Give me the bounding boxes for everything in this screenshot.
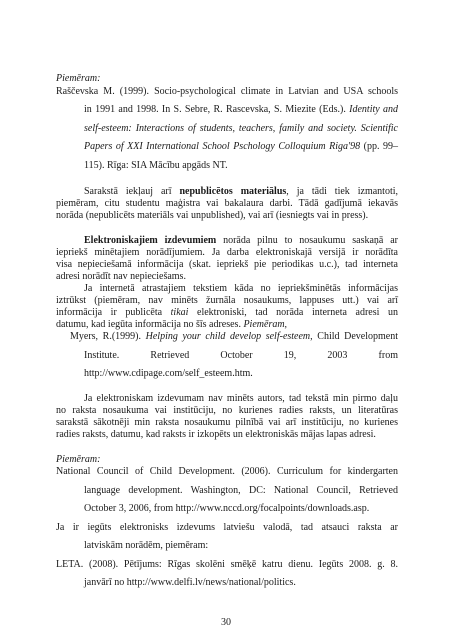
paragraph-line: latviskām norādēm, piemēram:: [84, 540, 209, 551]
reference-line: Myers, R.(1999). Helping your child develop self-esteem, Child Development: [70, 331, 398, 342]
example-label: Piemēram:: [56, 73, 101, 84]
paragraph-line: Ja internetā atrastajiem tekstiem kāda no iepriekšminētās informācijas: [84, 283, 398, 294]
reference-line: LETA. (2008). Pētījums: Rīgas skolēni smēķē katru dienu. Iegūts 2008. g. 8.: [56, 559, 398, 570]
paragraph-line: Ja ir iegūts elektronisks izdevums latviešu valodā, tad atsauci raksta ar: [56, 522, 398, 533]
reference-line: http://www.cdipage.com/self_esteem.htm.: [84, 368, 253, 379]
reference-line: National Council of Child Development. (2006). Curriculum for kindergarten: [56, 466, 398, 477]
paragraph-line: Elektroniskajiem izdevumiem norāda pilnu to nosaukumu saskaņā ar: [84, 235, 398, 246]
page-number: 30: [221, 617, 231, 628]
paragraph-line: informācija ir publicēta tikai elektroniski, tad norāda interneta adresi un: [56, 307, 398, 318]
reference-line: 115). Rīga: SIA Mācību apgāds NT.: [84, 160, 228, 171]
paragraph-line: datumu, kad iegūta informācija no šīs adreses. Piemēram,: [56, 319, 288, 330]
paragraph-line: no raksta nosaukuma vai institūciju, no kurienes radies raksts, un literatūras: [56, 405, 398, 416]
paragraph-line: Sarakstā iekļauj arī nepublicētos materiālus, ja tādi tiek izmantoti,: [84, 186, 398, 197]
paragraph-line: Ja elektroniskam izdevumam nav minēts autors, tad tekstā min pirmo daļu: [84, 393, 398, 404]
paragraph-line: iztrūkst (piemēram, nav minēts žurnāla nosaukums, lappuses utt.) vai arī: [56, 295, 398, 306]
reference-line: October 3, 2006, from http://www.nccd.org/focalpoints/downloads.asp.: [84, 503, 370, 514]
paragraph-line: radies raksts, datumu, kad raksts ir izkopēts un elektroniskās mājas lapas adresi.: [56, 429, 376, 440]
reference-line: language development. Washington, DC: National Council, Retrieved: [84, 485, 398, 496]
paragraph-line: norāda (nepublicēts materiāls vai unpublished), vai arī (iesniegts vai in press).: [56, 210, 369, 221]
paragraph-line: visa nepieciešamā informācija (skat. iepriekš pie periodikas u.c.), tad interneta: [56, 259, 398, 270]
paragraph-line: sarakstā sākotnēji min raksta nosaukumu pilnībā vai arī institūciju, no kurienes: [56, 417, 398, 428]
paragraph-line: adresi norādīt nav nepieciešams.: [56, 271, 186, 282]
example-label: Piemēram:: [56, 454, 101, 465]
reference-line: janvārī no http://www.delfi.lv/news/national/politics.: [84, 577, 296, 588]
reference-line: Institute. Retrieved October 19, 2003 from: [84, 350, 398, 361]
reference-line: self-esteem: Interactions of students, teachers, family and society. Scientific: [84, 123, 398, 134]
reference-line: in 1991 and 1998. In S. Sebre, R. Rascevska, S. Miezite (Eds.). Identity and: [84, 104, 398, 115]
paragraph-line: iepriekš minētajiem norādījumiem. Ja darba elektroniskajā versijā ir norādīta: [56, 247, 398, 258]
paragraph-line: piemēram, citu studentu maģistra vai bakalaura darbi. Tādā gadījumā iekavās: [56, 198, 398, 209]
reference-line: Raščevska M. (1999). Socio-psychological climate in Latvian and USA schools: [56, 86, 398, 97]
reference-line: Papers of XXI International School Pschology Colloquium Riga'98 (pp. 99–: [84, 141, 398, 152]
